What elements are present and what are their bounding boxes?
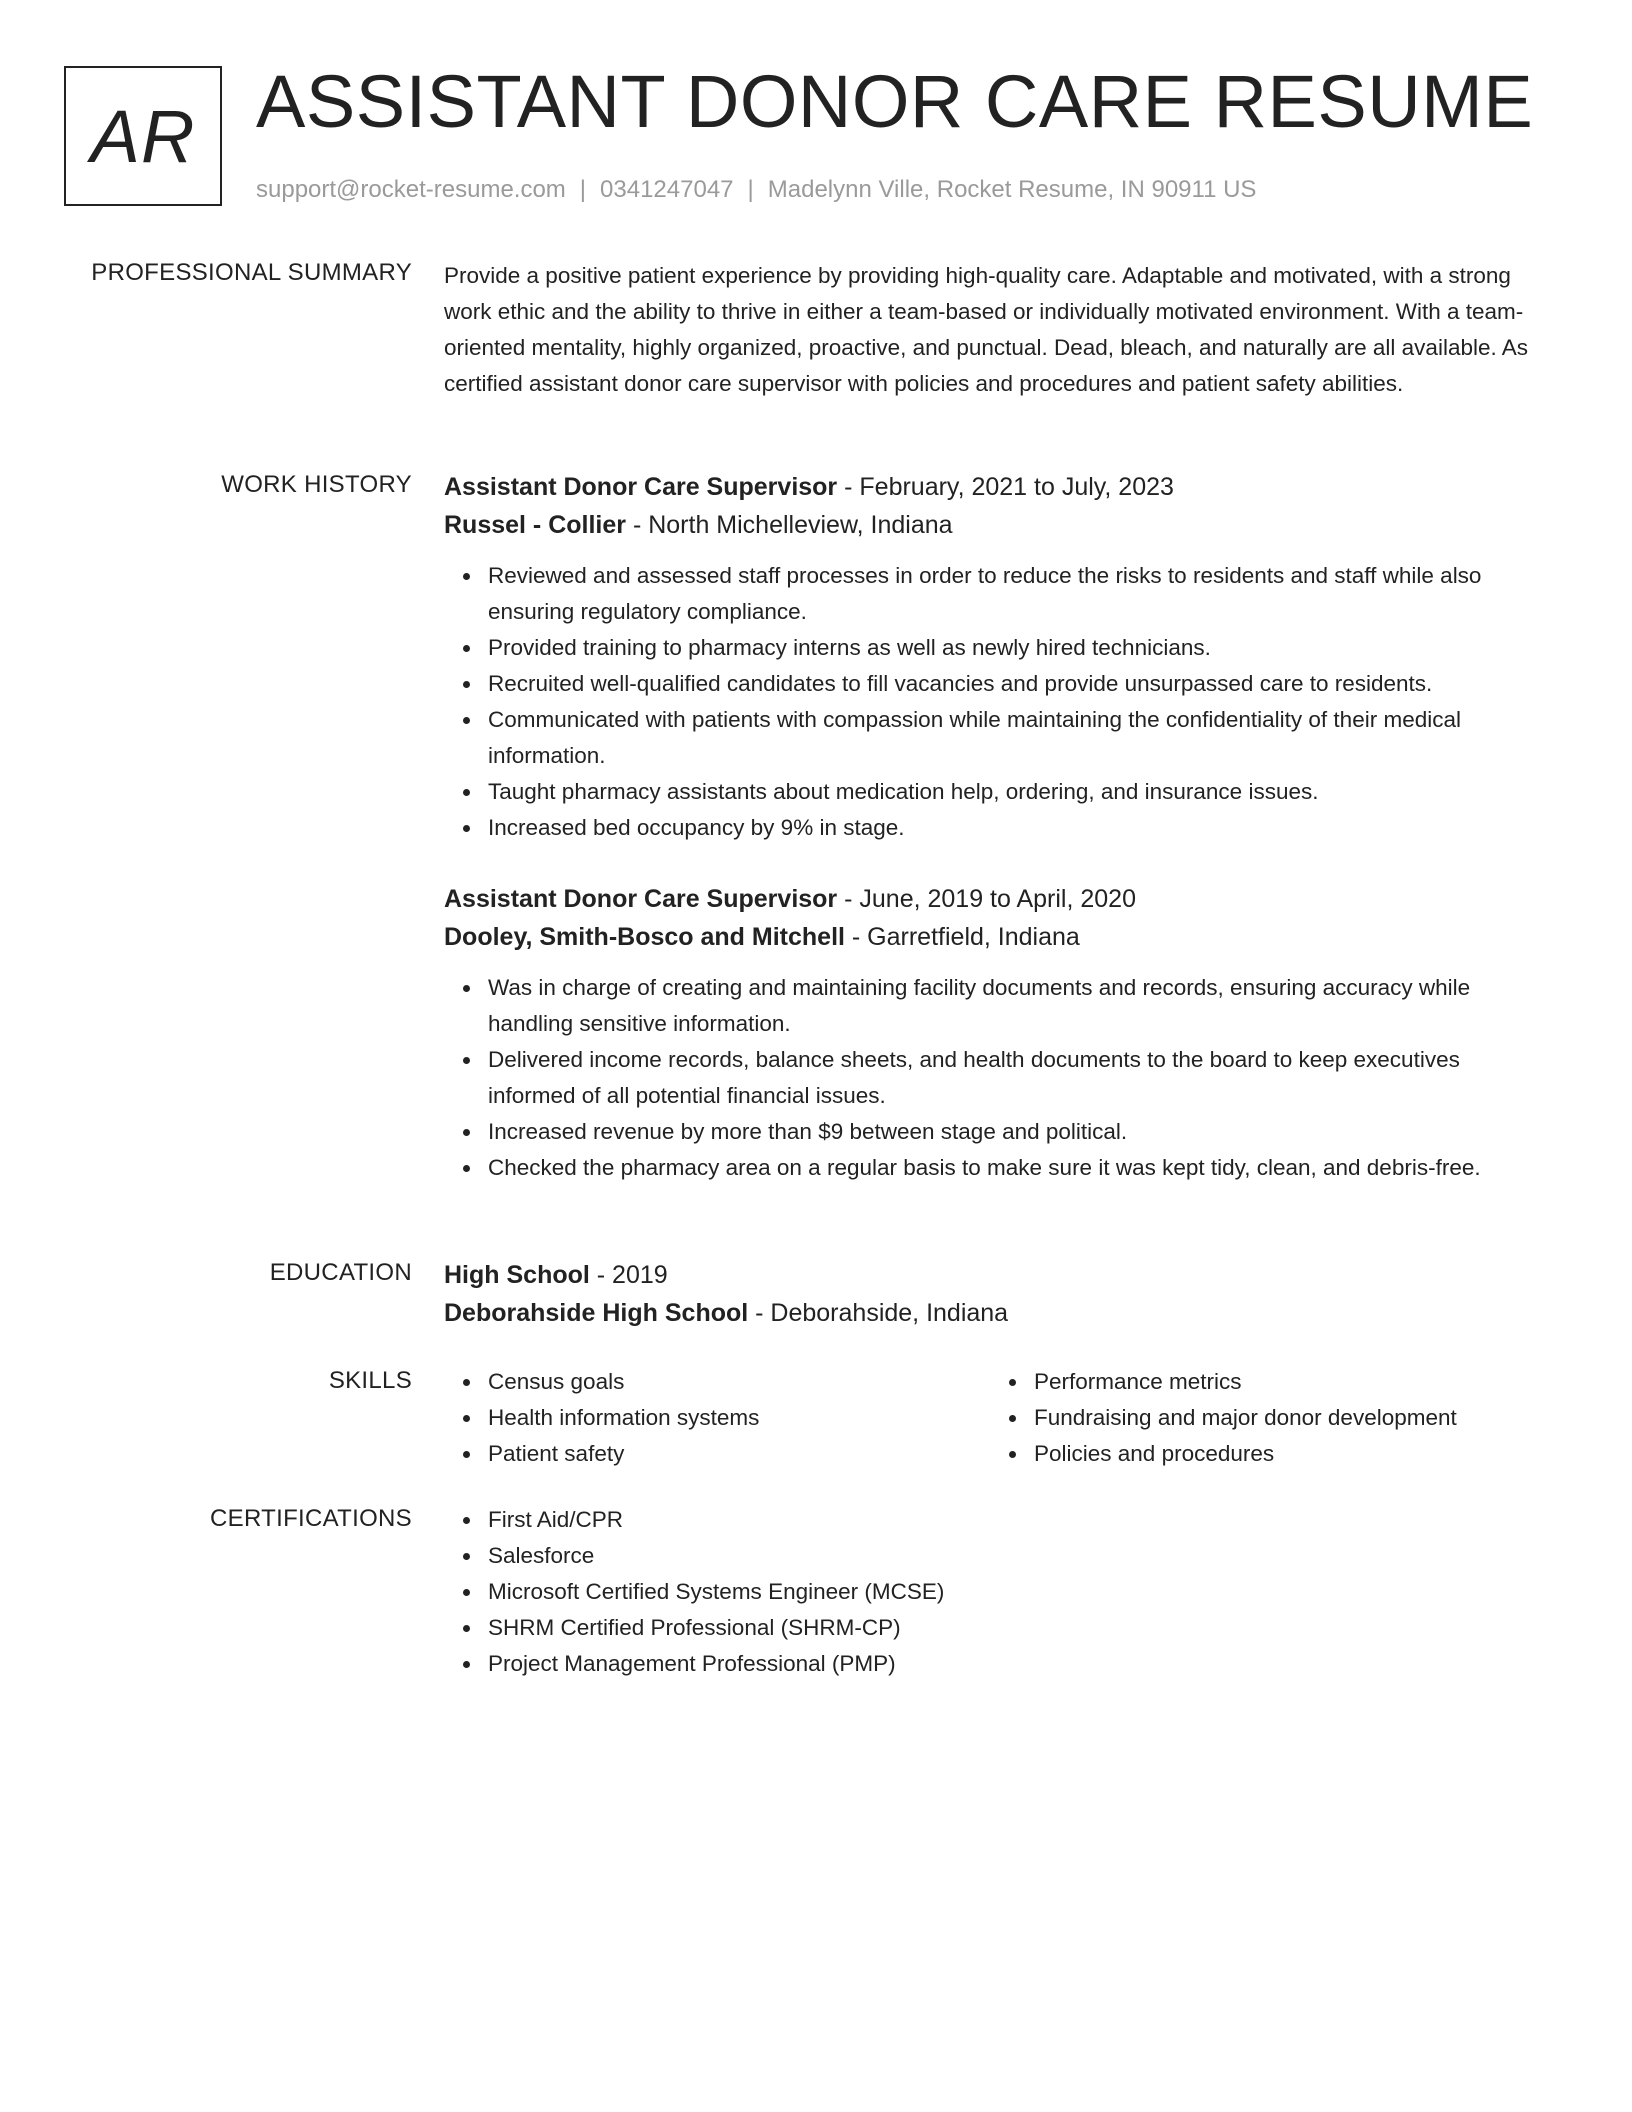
work-history-label: WORK HISTORY: [221, 471, 412, 498]
list-item: Was in charge of creating and maintaining facility documents and records, ensuring accuracy while handling sensitive information.: [488, 970, 1548, 1042]
certifications-body: [444, 1502, 1548, 1682]
certifications-list: [444, 1502, 1548, 1682]
skills-list-right: [990, 1364, 1536, 1472]
job-dates: - June, 2019 to April, 2020: [837, 885, 1136, 913]
education-school: Deborahside High School: [444, 1299, 749, 1327]
job-bullets: [444, 970, 1548, 1186]
job-entry: [444, 468, 1548, 846]
education-body: [444, 1256, 1548, 1332]
work-history-body: [444, 468, 1548, 1186]
education-school-line: [444, 1294, 1548, 1332]
list-item: Salesforce: [488, 1538, 1548, 1574]
skills-body: [444, 1364, 1548, 1472]
resume-title: ASSISTANT DONOR CARE RESUME: [256, 60, 1534, 143]
skills-grid: [444, 1364, 1548, 1472]
list-item: Policies and procedures: [1034, 1436, 1536, 1472]
list-item: Taught pharmacy assistants about medication help, ordering, and insurance issues.: [488, 774, 1548, 810]
list-item: Checked the pharmacy area on a regular basis to make sure it was kept tidy, clean, and debris-free.: [488, 1150, 1548, 1186]
job-location: - North Michelleview, Indiana: [626, 511, 953, 539]
list-item: Reviewed and assessed staff processes in order to reduce the risks to residents and staff while also ensuring regulatory compliance.: [488, 558, 1548, 630]
contact-separator: |: [579, 176, 587, 203]
job-title: Assistant Donor Care Supervisor: [444, 473, 838, 501]
job-title-line: [444, 880, 1548, 918]
skills-column-right: [990, 1364, 1536, 1472]
monogram-badge: AR: [64, 66, 222, 206]
contact-email: support@rocket-resume.com: [256, 176, 566, 203]
contact-line: [256, 174, 1256, 206]
contact-phone: 0341247047: [600, 176, 734, 203]
list-item: Project Management Professional (PMP): [488, 1646, 1548, 1682]
skills-list-left: [444, 1364, 990, 1472]
list-item: Recruited well-qualified candidates to fill vacancies and provide unsurpassed care to residents.: [488, 666, 1548, 702]
job-company: Dooley, Smith-Bosco and Mitchell: [444, 923, 845, 951]
skills-label: SKILLS: [328, 1367, 412, 1394]
summary-body: [444, 256, 1548, 402]
summary-text: Provide a positive patient experience by providing high-quality care. Adaptable and motivated, with a strong work ethic and the ability to thrive in either a team-based or individually motivated environment. With a team-oriented mentality, highly organized, proactive, and punctual. Dead, bleach, and naturally are all available. As certified assistant donor care supervisor with policies and procedures and patient safety abilities.: [444, 263, 1528, 396]
list-item: First Aid/CPR: [488, 1502, 1548, 1538]
job-dates: - February, 2021 to July, 2023: [837, 473, 1174, 501]
contact-address: Madelynn Ville, Rocket Resume, IN 90911 US: [767, 176, 1257, 203]
list-item: Microsoft Certified Systems Engineer (MCSE): [488, 1574, 1548, 1610]
education-degree-line: [444, 1256, 1548, 1294]
job-title: Assistant Donor Care Supervisor: [444, 885, 838, 913]
certifications-label: CERTIFICATIONS: [210, 1505, 412, 1532]
list-item: Health information systems: [488, 1400, 990, 1436]
job-title-line: [444, 468, 1548, 506]
education-label: EDUCATION: [269, 1259, 412, 1286]
list-item: Patient safety: [488, 1436, 990, 1472]
education-degree: High School: [444, 1261, 590, 1289]
education-year: - 2019: [589, 1261, 668, 1289]
job-entry: [444, 880, 1548, 1186]
list-item: Census goals: [488, 1364, 990, 1400]
job-company-line: [444, 506, 1548, 544]
job-location: - Garretfield, Indiana: [844, 923, 1080, 951]
list-item: Communicated with patients with compassion while maintaining the confidentiality of their medical information.: [488, 702, 1548, 774]
list-item: Performance metrics: [1034, 1364, 1536, 1400]
list-item: SHRM Certified Professional (SHRM-CP): [488, 1610, 1548, 1646]
contact-separator: |: [747, 176, 754, 203]
job-bullets: [444, 558, 1548, 846]
job-company-line: [444, 918, 1548, 956]
education-location: - Deborahside, Indiana: [748, 1299, 1009, 1327]
list-item: Increased revenue by more than $9 between stage and political.: [488, 1114, 1548, 1150]
list-item: Provided training to pharmacy interns as well as newly hired technicians.: [488, 630, 1548, 666]
list-item: Delivered income records, balance sheets, and health documents to the board to keep executives informed of all potential financial issues.: [488, 1042, 1548, 1114]
list-item: Increased bed occupancy by 9% in stage.: [488, 810, 1548, 846]
list-item: Fundraising and major donor development: [1034, 1400, 1536, 1436]
summary-label: PROFESSIONAL SUMMARY: [91, 259, 412, 286]
skills-column-left: [444, 1364, 990, 1472]
job-company: Russel - Collier: [444, 511, 626, 539]
